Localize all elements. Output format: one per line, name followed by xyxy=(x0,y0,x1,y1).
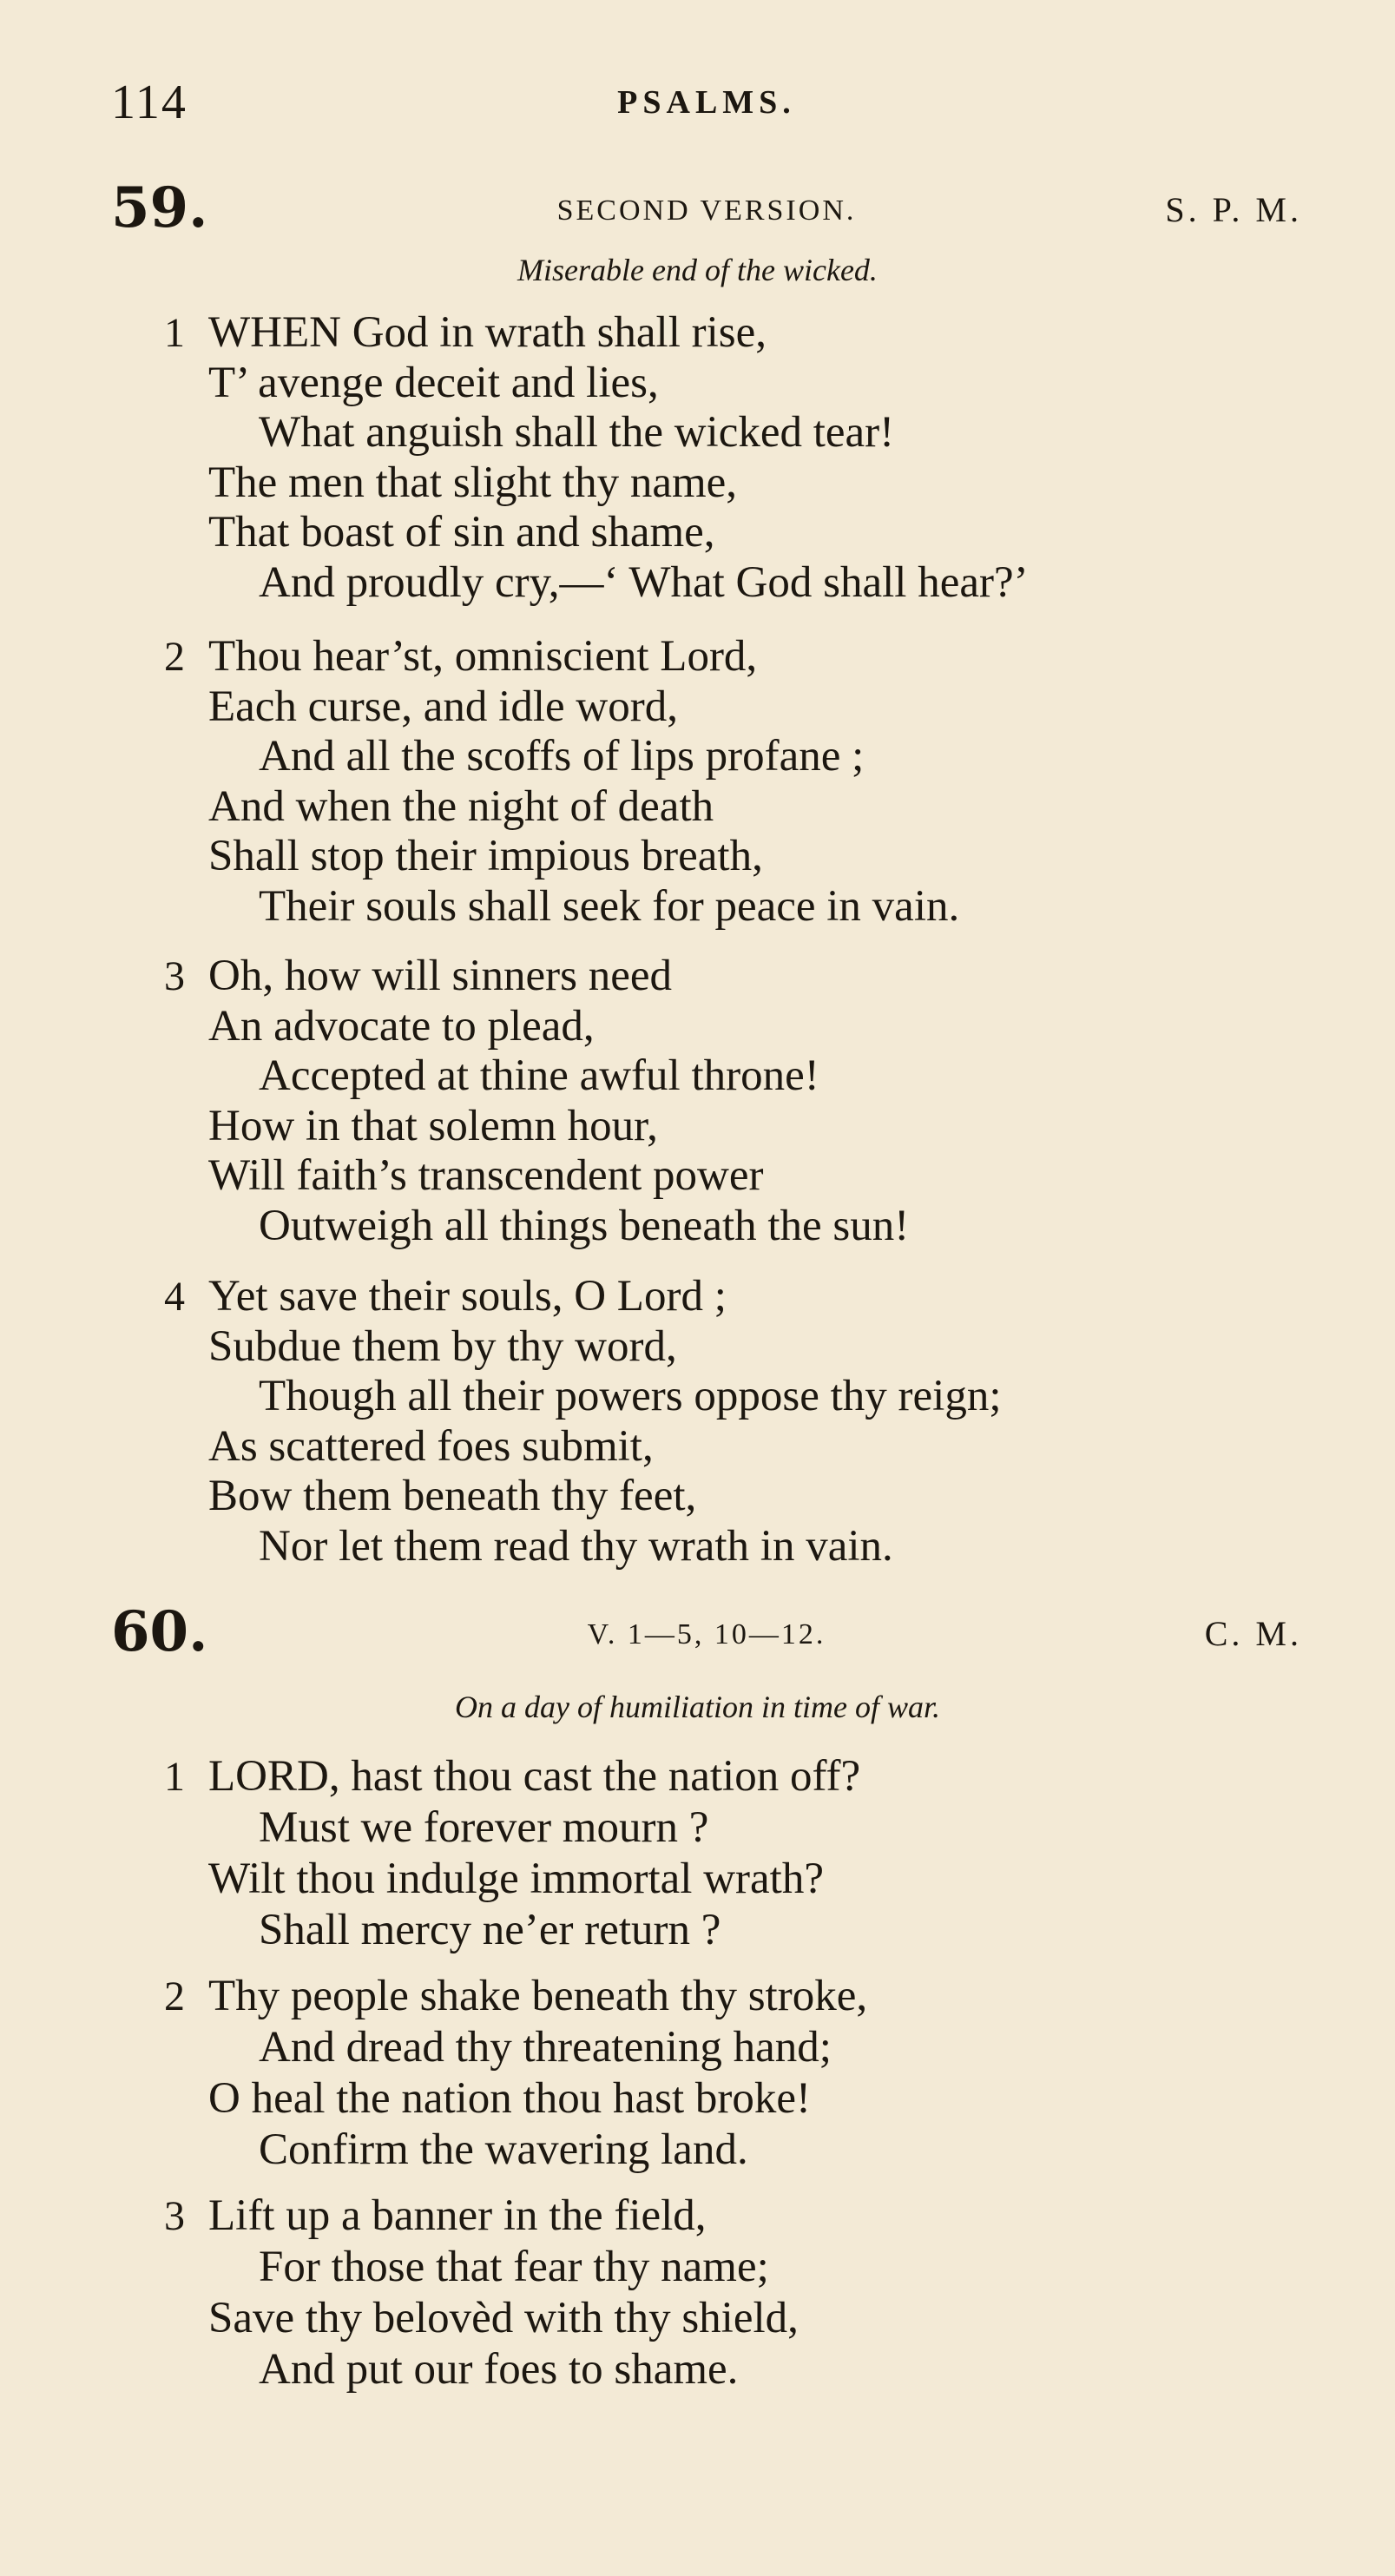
stanza xyxy=(164,1272,1354,1571)
hymn-meter: C. M. xyxy=(1204,1614,1302,1653)
verse-line: And proudly cry,—‘ What God shall hear?’ xyxy=(259,557,1029,607)
verse-line: Lift up a banner in the field, xyxy=(208,2191,707,2240)
verse-line: Yet save their souls, O Lord ; xyxy=(208,1272,727,1321)
hymn-subtitle: Miserable end of the wicked. xyxy=(517,253,878,287)
verse-number: 1 xyxy=(164,1754,185,1800)
verse-line: Thou hear’st, omniscient Lord, xyxy=(208,632,758,681)
verse-line: O heal the nation thou hast broke! xyxy=(208,2074,811,2123)
hymn-meter: S. P. M. xyxy=(1165,190,1302,229)
verse-line: Shall mercy ne’er return ? xyxy=(259,1906,721,1954)
verse-line: Thy people shake beneath thy stroke, xyxy=(208,1972,868,2020)
verse-number: 2 xyxy=(164,634,185,680)
hymn-version: SECOND VERSION. xyxy=(556,194,857,227)
hymn-subtitle: On a day of humiliation in time of war. xyxy=(454,1690,940,1724)
stanza xyxy=(164,308,1354,608)
verse-number: 2 xyxy=(164,1973,185,2019)
verse-line: Confirm the wavering land. xyxy=(259,2125,748,2174)
verse-line: The men that slight thy name, xyxy=(208,458,738,507)
stanza xyxy=(164,2191,1354,2395)
verse-line: Subdue them by thy word, xyxy=(208,1321,677,1371)
running-title: PSALMS. xyxy=(617,84,796,121)
verse-line: Each curse, and idle word, xyxy=(208,682,678,731)
verse-line: For those that fear thy name; xyxy=(259,2243,769,2291)
verse-line: WHEN God in wrath shall rise, xyxy=(208,308,767,357)
verse-line: Though all their powers oppose thy reign; xyxy=(259,1372,1002,1420)
verse-line: Wilt thou indulge immortal wrath? xyxy=(208,1855,824,1903)
verse-line: And when the night of death xyxy=(208,781,714,831)
running-header xyxy=(111,75,1302,135)
verse-line: And all the scoffs of lips profane ; xyxy=(259,732,865,781)
verse-line: T’ avenge deceit and lies, xyxy=(208,358,659,407)
verse-line: LORD, hast thou cast the nation off? xyxy=(208,1752,861,1801)
verse-number: 1 xyxy=(164,310,185,356)
verse-line: Save thy belovèd with thy shield, xyxy=(208,2294,799,2342)
verse-line: Shall stop their impious breath, xyxy=(208,832,763,880)
hymn-heading xyxy=(111,1599,1302,1667)
verse-line: Nor let them read thy wrath in vain. xyxy=(259,1521,893,1571)
verse-line: Their souls shall seek for peace in vain. xyxy=(259,881,960,931)
verse-line: And put our foes to shame. xyxy=(259,2345,739,2394)
verse-line: That boast of sin and shame, xyxy=(208,508,715,557)
verse-line: Will faith’s transcendent power xyxy=(208,1151,764,1200)
verse-line: How in that solemn hour, xyxy=(208,1101,658,1150)
stanza xyxy=(164,632,1354,932)
verse-line: And dread thy threatening hand; xyxy=(259,2023,832,2072)
verse-line: As scattered foes submit, xyxy=(208,1421,654,1471)
verse-number: 3 xyxy=(164,2193,185,2239)
verse-line: Bow them beneath thy feet, xyxy=(208,1472,697,1520)
hymn-number: 59. xyxy=(111,175,208,240)
hymn-version: V. 1—5, 10—12. xyxy=(587,1618,826,1650)
verse-line: Outweigh all things beneath the sun! xyxy=(259,1201,910,1250)
page-number: 114 xyxy=(111,76,188,129)
verse-number: 3 xyxy=(164,953,185,999)
verse-line: Oh, how will sinners need xyxy=(208,952,673,1000)
stanza xyxy=(164,1751,1354,1956)
verse-line: What anguish shall the wicked tear! xyxy=(259,408,895,457)
stanza xyxy=(164,952,1354,1251)
hymn-number: 60. xyxy=(111,1599,208,1664)
verse-line: Accepted at thine awful throne! xyxy=(259,1051,819,1100)
verse-line: Must we forever mourn ? xyxy=(259,1803,709,1852)
verse-line: An advocate to plead, xyxy=(208,1001,595,1051)
hymn-heading xyxy=(111,175,1302,243)
stanza xyxy=(164,1971,1354,2176)
verse-number: 4 xyxy=(164,1274,185,1320)
